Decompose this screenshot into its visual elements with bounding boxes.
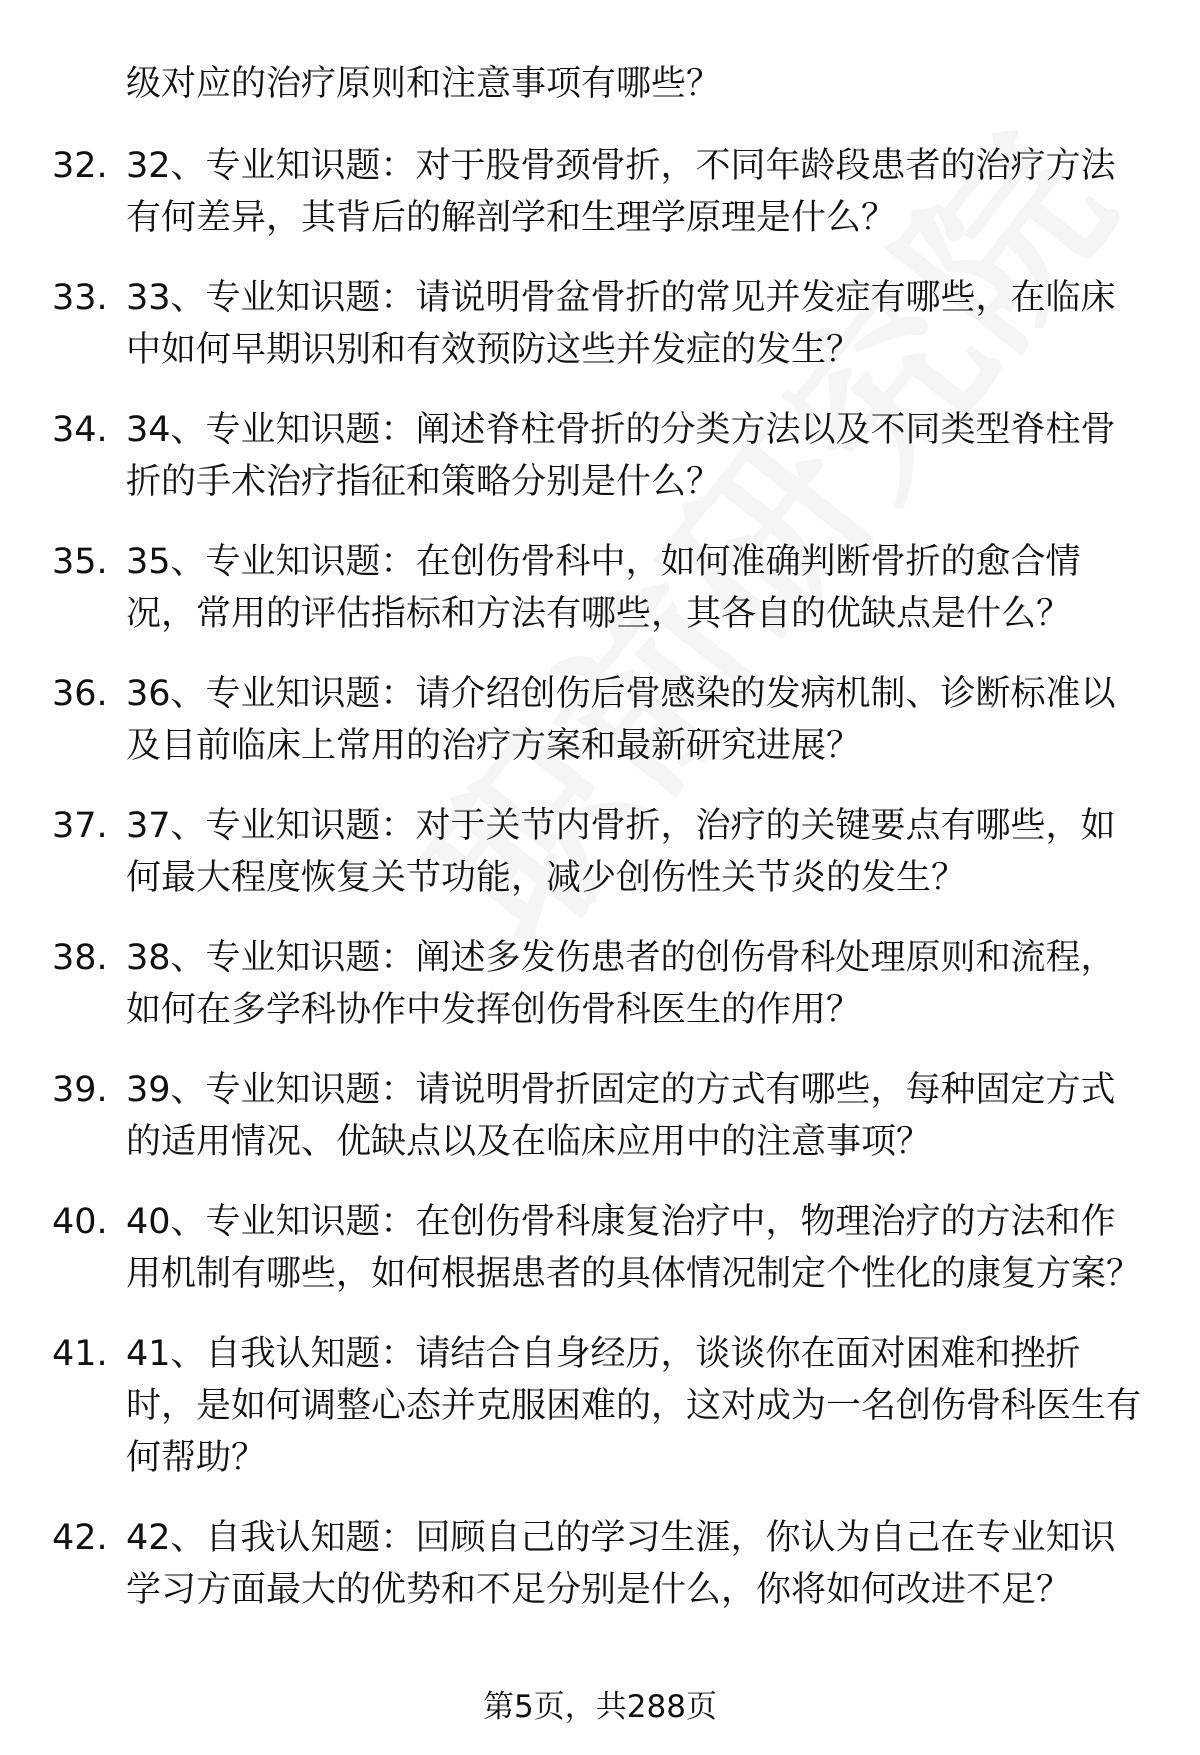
list-item-number: 40. (52, 1202, 108, 1242)
question-list (52, 140, 1152, 1644)
list-item-number: 42. (52, 1518, 108, 1558)
list-item-text: 33、专业知识题：请说明骨盆骨折的常见并发症有哪些，在临床中如何早期识别和有效预防这些并发症的发生？ (126, 278, 1116, 370)
list-item (52, 1064, 1152, 1168)
list-item-text: 37、专业知识题：对于关节内骨折，治疗的关键要点有哪些，如何最大程度恢复关节功能，减少创伤性关节炎的发生？ (126, 806, 1116, 898)
page-number: 第5页，共288页 (483, 1689, 717, 1725)
list-item (52, 536, 1152, 640)
list-item-number: 38. (52, 938, 108, 978)
list-item-number: 32. (52, 146, 108, 186)
list-item-number: 37. (52, 806, 108, 846)
list-item-text: 40、专业知识题：在创伤骨科康复治疗中，物理治疗的方法和作用机制有哪些，如何根据患者的具体情况制定个性化的康复方案？ (126, 1202, 1142, 1294)
list-item (52, 1512, 1152, 1616)
list-item (52, 404, 1152, 508)
list-item-number: 39. (52, 1070, 108, 1110)
list-item-number: 35. (52, 542, 108, 582)
list-item-text: 36、专业知识题：请介绍创伤后骨感染的发病机制、诊断标准以及目前临床上常用的治疗方案和最新研究进展？ (126, 674, 1116, 766)
continued-question-text: 级对应的治疗原则和注意事项有哪些？ (126, 64, 722, 104)
list-item-text: 39、专业知识题：请说明骨折固定的方式有哪些，每种固定方式的适用情况、优缺点以及在临床应用中的注意事项？ (126, 1070, 1116, 1162)
list-item-text: 42、自我认知题：回顾自己的学习生涯，你认为自己在专业知识学习方面最大的优势和不足分别是什么，你将如何改进不足？ (126, 1518, 1116, 1610)
list-item (52, 668, 1152, 772)
list-item (52, 1328, 1152, 1484)
list-item (52, 140, 1152, 244)
list-item-text: 34、专业知识题：阐述脊柱骨折的分类方法以及不同类型脊柱骨折的手术治疗指征和策略分别是什么？ (126, 410, 1116, 502)
list-item (52, 1196, 1152, 1300)
list-item (52, 272, 1152, 376)
list-item-text: 41、自我认知题：请结合自身经历，谈谈你在面对困难和挫折时，是如何调整心态并克服困难的，这对成为一名创伤骨科医生有何帮助？ (126, 1334, 1142, 1478)
list-item-number: 33. (52, 278, 108, 318)
list-item-number: 34. (52, 410, 108, 450)
list-item-text: 35、专业知识题：在创伤骨科中，如何准确判断骨折的愈合情况，常用的评估指标和方法有哪些，其各自的优缺点是什么？ (126, 542, 1081, 634)
list-item (52, 800, 1152, 904)
list-item-number: 36. (52, 674, 108, 714)
list-item-text: 38、专业知识题：阐述多发伤患者的创伤骨科处理原则和流程，如何在多学科协作中发挥创伤骨科医生的作用？ (126, 938, 1116, 1030)
list-item-text: 32、专业知识题：对于股骨颈骨折，不同年龄段患者的治疗方法有何差异，其背后的解剖学和生理学原理是什么？ (126, 146, 1116, 238)
list-item (52, 932, 1152, 1036)
list-item-number: 41. (52, 1334, 108, 1374)
